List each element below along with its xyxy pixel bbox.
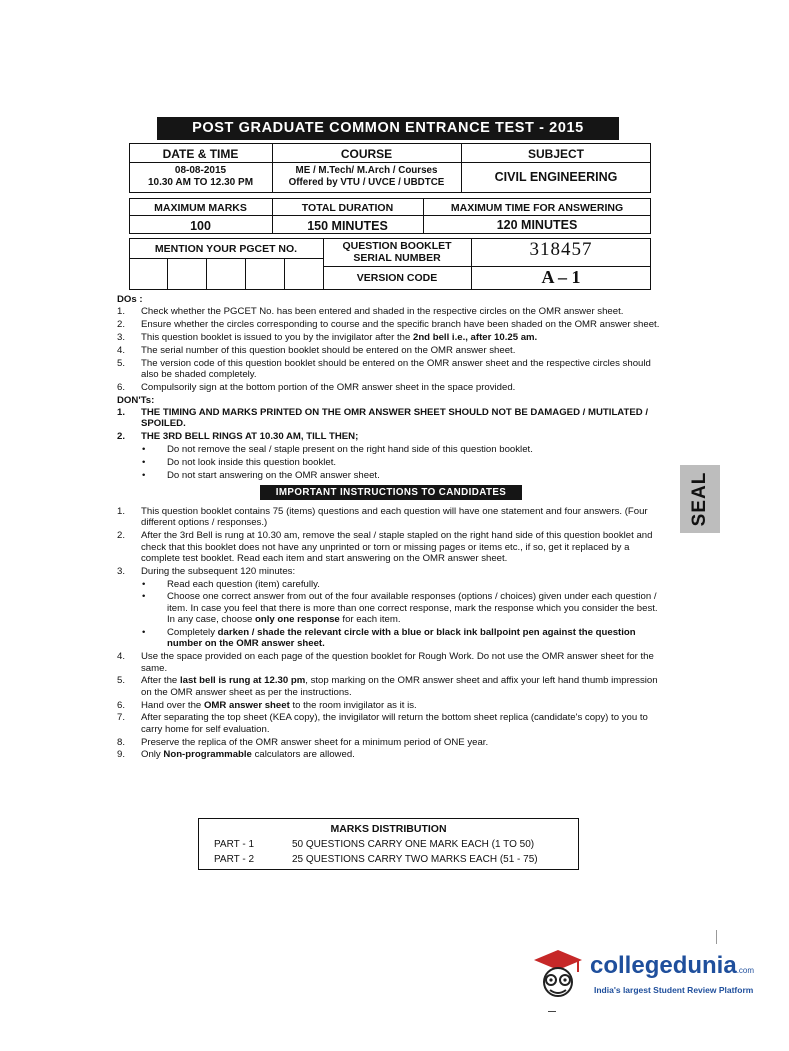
item-text: calculators are allowed.: [251, 749, 355, 761]
item-number: 6.: [117, 699, 126, 711]
donts-item-2: [117, 431, 665, 442]
pgcet-label: MENTION YOUR PGCET NO.: [154, 243, 298, 255]
item-number: 2.: [117, 530, 126, 542]
dos-item-2: [117, 319, 665, 330]
item-text: After the: [141, 675, 180, 687]
course-label: COURSE: [340, 147, 393, 161]
important-item-3: [117, 566, 665, 577]
total-duration-value: 150 MINUTES: [307, 219, 388, 233]
marks-desc-1: 50 QUESTIONS CARRY ONE MARK EACH (1 TO 50): [292, 839, 535, 850]
seal-label: SEAL: [689, 471, 710, 527]
important-heading: IMPORTANT INSTRUCTIONS TO CANDIDATES: [260, 485, 522, 500]
bullet-text: Do not remove the seal / staple present on the right hand side of this question booklet.: [167, 444, 533, 455]
max-marks-value: 100: [190, 219, 211, 233]
item-text: This question booklet contains 75 (items) questions and each question will have one statement and four answers. (Four different options / responses.): [141, 506, 648, 529]
item-text: The serial number of this question booklet should be entered on the OMR answer sheet.: [141, 344, 516, 356]
item-text-bold: last bell is rung at 12.30 pm: [179, 675, 306, 687]
total-duration-label: TOTAL DURATION: [301, 202, 394, 214]
bullet-icon: •: [142, 591, 146, 603]
bullet-icon: •: [142, 627, 146, 639]
donts-heading: DON'Ts:: [117, 394, 155, 406]
serial-number: 318457: [529, 239, 593, 260]
item-text: Hand over the: [141, 699, 204, 711]
brand-suffix: .com: [736, 966, 755, 975]
mascot-icon: [528, 946, 586, 1002]
item-text: Check whether the PGCET No. has been entered and shaded in the respective circles on the OMR answer sheet.: [141, 306, 624, 318]
item-text: This question booklet is issued to you by the invigilator after the: [141, 332, 413, 343]
marks-part-1: PART - 1: [214, 839, 255, 850]
date-time-label: DATE & TIME: [162, 147, 239, 161]
divider: [129, 162, 651, 163]
important-item-5: [117, 675, 665, 698]
important-bullet-1: [117, 579, 665, 590]
subject-label: SUBJECT: [527, 147, 584, 161]
page-mark: [548, 1011, 556, 1012]
exam-title: POST GRADUATE COMMON ENTRANCE TEST - 2015: [157, 117, 619, 140]
item-number: 2.: [117, 319, 126, 331]
item-text: THE TIMING AND MARKS PRINTED ON THE OMR ANSWER SHEET SHOULD NOT BE DAMAGED / MUTILATED / SPOILED.: [141, 407, 649, 430]
important-item-8: [117, 737, 665, 748]
important-item-4: [117, 651, 665, 674]
important-item-6: [117, 700, 665, 711]
dos-item-6: [117, 382, 665, 393]
item-text: After separating the top sheet (KEA copy), the invigilator will return the bottom sheet replica (candidate's copy) to you to carry home for self evaluation.: [141, 712, 648, 735]
dos-item-3: [117, 332, 665, 343]
exam-date: 08-08-2015: [174, 165, 227, 176]
course-line-1: ME / M.Tech/ M.Arch / Courses: [295, 165, 438, 176]
item-text: Ensure whether the circles corresponding to course and the specific branch have been shaded on the OMR answer sheet.: [141, 319, 660, 331]
max-marks-label: MAXIMUM MARKS: [154, 202, 247, 214]
item-number: 1.: [117, 506, 126, 517]
version-code-value: A – 1: [541, 267, 581, 287]
brand-logo: [528, 946, 758, 1002]
donts-bullet-3: [117, 470, 665, 481]
important-bullet-2: [117, 591, 665, 625]
exam-time: 10.30 AM TO 12.30 PM: [147, 177, 254, 188]
max-time-label: MAXIMUM TIME FOR ANSWERING: [450, 202, 624, 214]
item-text-bold: Non-programmable: [163, 749, 252, 761]
max-time-value: 120 MINUTES: [496, 218, 578, 232]
item-text: THE 3RD BELL RINGS AT 10.30 AM, TILL THEN;: [141, 431, 359, 443]
bullet-icon: •: [142, 456, 146, 468]
item-text: Only: [141, 749, 164, 761]
bullet-text: Do not look inside this question booklet.: [167, 456, 337, 468]
item-text: Use the space provided on each page of the question booklet for Rough Work. Do not use the OMR answer sheet for the same.: [141, 651, 654, 674]
brand-tagline: India's largest Student Review Platform: [594, 985, 754, 995]
bullet-text: Read each question (item) carefully.: [167, 578, 320, 590]
item-number: 4.: [117, 651, 126, 663]
bullet-text: Do not start answering on the OMR answer sheet.: [167, 469, 380, 481]
item-number: 1.: [117, 407, 126, 418]
staple-mark: [716, 930, 717, 944]
pgcet-digit-box[interactable]: [246, 258, 285, 290]
dos-item-4: [117, 345, 665, 356]
pgcet-digit-box[interactable]: [129, 258, 168, 290]
important-item-1: [117, 506, 665, 529]
subject-value: CIVIL ENGINEERING: [494, 170, 618, 184]
item-text: to the room invigilator as it is.: [289, 699, 417, 711]
item-number: 4.: [117, 344, 126, 356]
item-number: 2.: [117, 431, 126, 443]
version-code-label: VERSION CODE: [356, 272, 438, 284]
donts-bullet-1: [117, 444, 665, 455]
brand-name: [590, 952, 754, 980]
bullet-icon: •: [142, 469, 146, 481]
bullet-text: for each item.: [339, 614, 401, 626]
divider: [129, 215, 651, 216]
item-text: Preserve the replica of the OMR answer sheet for a minimum period of ONE year.: [141, 736, 489, 748]
item-number: 9.: [117, 749, 126, 761]
item-text: Compulsorily sign at the bottom portion of the OMR answer sheet in the space provided.: [141, 381, 516, 393]
pgcet-boxes: [129, 258, 323, 290]
pgcet-digit-box[interactable]: [285, 258, 323, 290]
item-number: 8.: [117, 736, 126, 748]
seal-tab: [680, 465, 720, 533]
item-text: During the subsequent 120 minutes:: [141, 565, 296, 577]
marks-part-2: PART - 2: [214, 854, 255, 865]
booklet-label-2: SERIAL NUMBER: [353, 252, 441, 264]
important-item-7: [117, 712, 665, 735]
important-item-2: [117, 530, 665, 564]
instructions: [117, 294, 665, 762]
bullet-text-bold: only one response: [255, 614, 340, 626]
item-number: 3.: [117, 565, 126, 577]
marks-distribution-box: [198, 818, 579, 870]
bullet-text-bold: darken / shade the relevant circle with a blue or black ink ballpoint pen against the question number on the OMR answer sheet.: [167, 627, 636, 650]
item-number: 5.: [117, 675, 126, 687]
pgcet-digit-box[interactable]: [207, 258, 246, 290]
item-text: , stop marking on the OMR answer sheet and affix your left hand thumb impression on the OMR answer sheet as per the instructions.: [141, 675, 658, 698]
item-number: 3.: [117, 332, 126, 343]
bullet-icon: •: [142, 578, 146, 590]
item-number: 5.: [117, 357, 126, 369]
marks-desc-2: 25 QUESTIONS CARRY TWO MARKS EACH (51 - 75): [292, 854, 538, 865]
item-number: 6.: [117, 381, 126, 393]
dos-item-1: [117, 306, 665, 317]
item-number: 7.: [117, 712, 126, 724]
brand-name-text: collegedunia: [590, 952, 737, 979]
booklet-label-1: QUESTION BOOKLET: [342, 240, 452, 252]
item-number: 1.: [117, 306, 126, 318]
bullet-text: Choose one correct answer from out of the four available responses (options / choices) given under each question / item. In case you feel that there is more than one correct response, mark the response which you consider the best. In any case, choose: [167, 591, 658, 626]
bullet-text: Completely: [167, 627, 218, 639]
dos-heading: DOs :: [117, 294, 143, 305]
donts-item-1: [117, 407, 665, 430]
donts-bullet-2: [117, 457, 665, 468]
item-text-bold: 2nd bell i.e., after 10.25 am.: [412, 332, 538, 343]
bullet-icon: •: [142, 444, 146, 455]
item-text-bold: OMR answer sheet: [203, 699, 290, 711]
marks-heading: MARKS DISTRIBUTION: [330, 823, 447, 835]
course-line-2: Offered by VTU / UVCE / UBDTCE: [288, 177, 445, 188]
important-bullet-3: [117, 627, 665, 650]
item-text: After the 3rd Bell is rung at 10.30 am, remove the seal / staple stapled on the right hand side of this question booklet and check that this booklet does not have any unprinted or torn or missing pages or items etc., if so, get it replaced by a complete test booklet. Read each item and start answering on the OMR answer sheet.: [141, 530, 653, 565]
important-item-9: [117, 749, 665, 760]
dos-item-5: [117, 358, 665, 381]
item-text: The version code of this question booklet should be entered on the OMR answer sheet and the respective circles should also be shaded completely.: [141, 357, 651, 380]
pgcet-digit-box[interactable]: [168, 258, 207, 290]
